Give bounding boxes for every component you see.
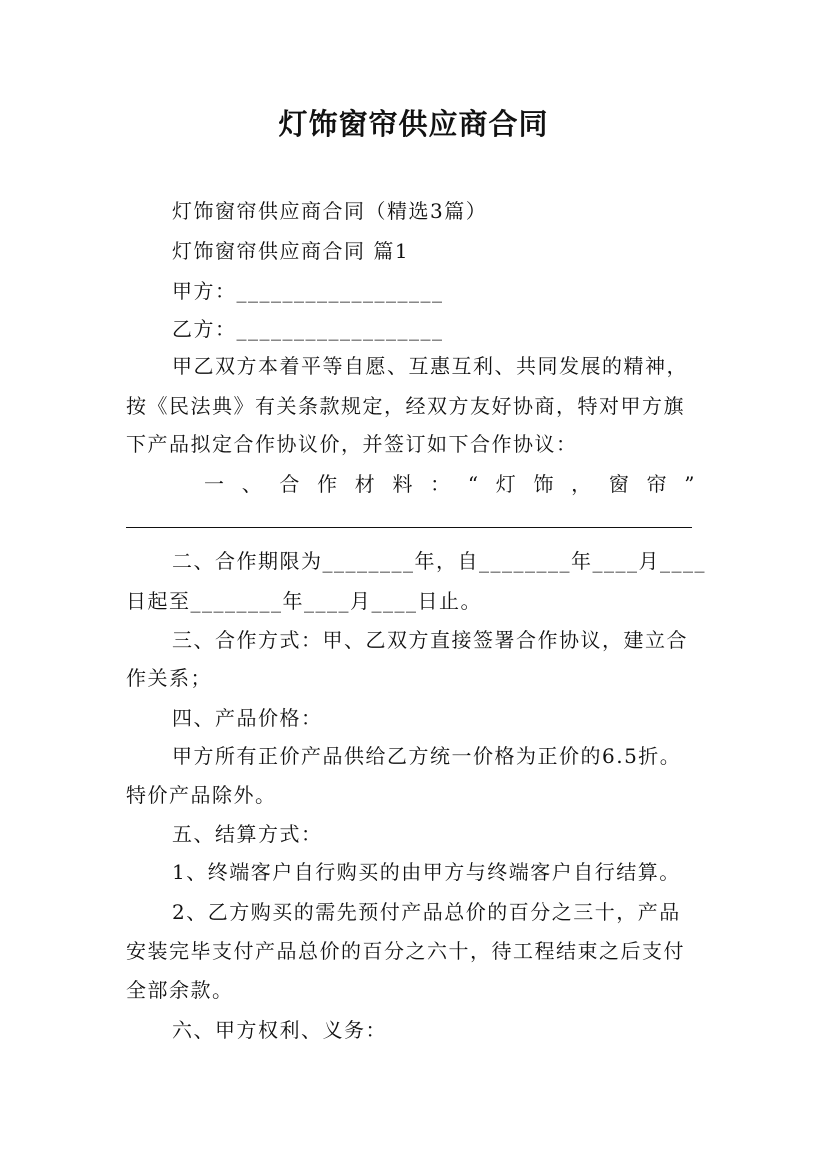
materials-text: 一、合作材料：“灯饰，窗帘” [204, 472, 696, 496]
intro-line-2: 按《民法典》有关条款规定，经双方友好协商，特对甲方旗 [126, 394, 685, 418]
term-line-1: 二、合作期限为________年，自________年____月____ [172, 549, 706, 573]
term-line-2: 日起至________年____月____日止。 [126, 589, 482, 613]
party-a-line: 甲方：__________________ [172, 279, 444, 303]
party-a-rights-heading: 六、甲方权利、义务： [172, 1018, 387, 1042]
method-line-2: 作关系； [126, 666, 212, 690]
method-line-1: 三、合作方式：甲、乙双方直接签署合作协议，建立合 [172, 628, 688, 652]
document-title: 灯饰窗帘供应商合同 [278, 107, 549, 141]
materials-blank-line [126, 527, 692, 528]
price-line-1: 甲方所有正价产品供给乙方统一价格为正价的6.5折。 [172, 744, 682, 768]
settlement-line-2c: 全部余款。 [126, 978, 234, 1002]
materials-clause [126, 470, 696, 498]
settlement-line-2a: 2、乙方购买的需先预付产品总价的百分之三十，产品 [172, 900, 681, 924]
party-b-line: 乙方：__________________ [172, 317, 444, 341]
price-line-2: 特价产品除外。 [126, 783, 277, 807]
intro-line-1: 甲乙双方本着平等自愿、互惠互利、共同发展的精神， [172, 354, 688, 378]
price-heading: 四、产品价格： [172, 706, 323, 730]
intro-line-3: 下产品拟定合作协议价，并签订如下合作协议： [126, 432, 578, 456]
settlement-line-1: 1、终端客户自行购买的由甲方与终端客户自行结算。 [172, 860, 681, 884]
settlement-heading: 五、结算方式： [172, 822, 323, 846]
settlement-line-2b: 安装完毕支付产品总价的百分之六十，待工程结束之后支付 [126, 939, 685, 963]
subtitle-line: 灯饰窗帘供应商合同（精选3篇） [172, 199, 488, 223]
part-heading: 灯饰窗帘供应商合同 篇1 [172, 239, 410, 263]
